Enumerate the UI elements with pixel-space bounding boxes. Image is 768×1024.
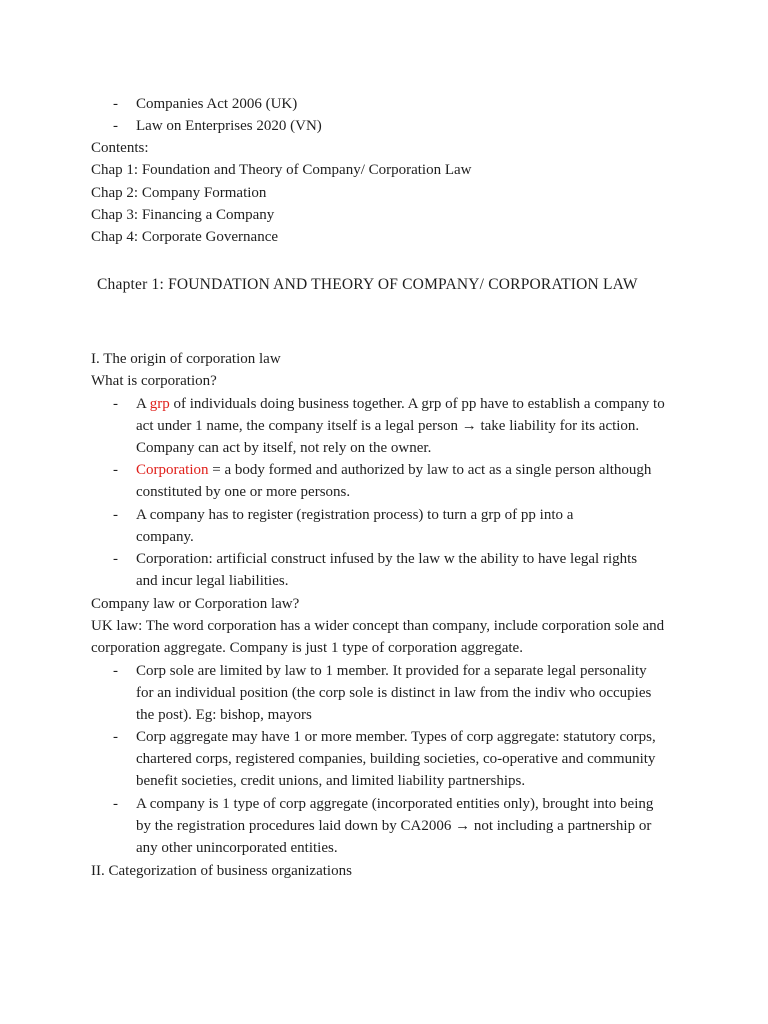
bullet-text: Corporation: artificial construct infused by the law w the ability to have legal rights and incur legal liabilities. xyxy=(136,551,638,590)
highlight-term: grp xyxy=(149,396,170,412)
reference-item: Companies Act 2006 (UK) xyxy=(136,96,298,112)
reference-item: Law on Enterprises 2020 (VN) xyxy=(136,118,322,134)
chapter-title: Chapter 1: FOUNDATION AND THEORY OF COMPANY/ CORPORATION LAW xyxy=(97,276,638,293)
bullet-dash: - xyxy=(113,663,118,679)
bullet-text: Corp sole are limited by law to 1 member. It provided for a separate legal personality for an individual position (the corp sole is distinct in law from the indiv who occupies the post). Eg: bishop, mayors xyxy=(136,663,652,724)
paragraph-text: UK law: The word corporation has a wider concept than company, include corporation sole and corporation aggregate. Company is just 1 type of corporation aggregate. xyxy=(91,618,665,657)
contents-chapter: Chap 4: Corporate Governance xyxy=(91,229,279,245)
contents-chapter: Chap 2: Company Formation xyxy=(91,185,267,201)
contents-chapter: Chap 1: Foundation and Theory of Company/ Corporation Law xyxy=(91,162,472,178)
bullet-text: A grp of individuals doing business together. A grp of pp have to establish a company to act under 1 name, the company itself is a legal person → take liability for its action. Company can act by itself, not rely on the owner. xyxy=(136,396,665,457)
bullet-dash: - xyxy=(113,507,118,523)
bullet-dash: - xyxy=(113,551,118,567)
question-text: What is corporation? xyxy=(91,373,217,389)
bullet-text: A company has to register (registration process) to turn a grp of pp into a company. xyxy=(136,507,574,546)
section-heading: I. The origin of corporation law xyxy=(91,351,281,367)
bullet-dash: - xyxy=(113,462,118,478)
bullet-dash: - xyxy=(113,396,118,412)
bullet-dash: - xyxy=(113,118,118,134)
highlight-term: Corporation xyxy=(136,462,209,478)
contents-heading: Contents: xyxy=(91,140,149,156)
bullet-dash: - xyxy=(113,729,118,745)
bullet-text: Corporation = a body formed and authorized by law to act as a single person although constituted by one or more persons. xyxy=(136,462,652,501)
bullet-text: A company is 1 type of corp aggregate (incorporated entities only), brought into being by the registration procedures laid down by CA2006 → not including a partnership or any other unincorporated entities. xyxy=(136,796,654,857)
bullet-dash: - xyxy=(113,96,118,112)
bullet-text: Corp aggregate may have 1 or more member. Types of corp aggregate: statutory corps, chartered corps, registered companies, building societies, co-operative and community benefit societies, credit unions, and limited liability partnerships. xyxy=(136,729,656,790)
bullet-dash: - xyxy=(113,796,118,812)
question-text: Company law or Corporation law? xyxy=(91,596,300,612)
contents-chapter: Chap 3: Financing a Company xyxy=(91,207,275,223)
section-heading: II. Categorization of business organizations xyxy=(91,863,352,879)
